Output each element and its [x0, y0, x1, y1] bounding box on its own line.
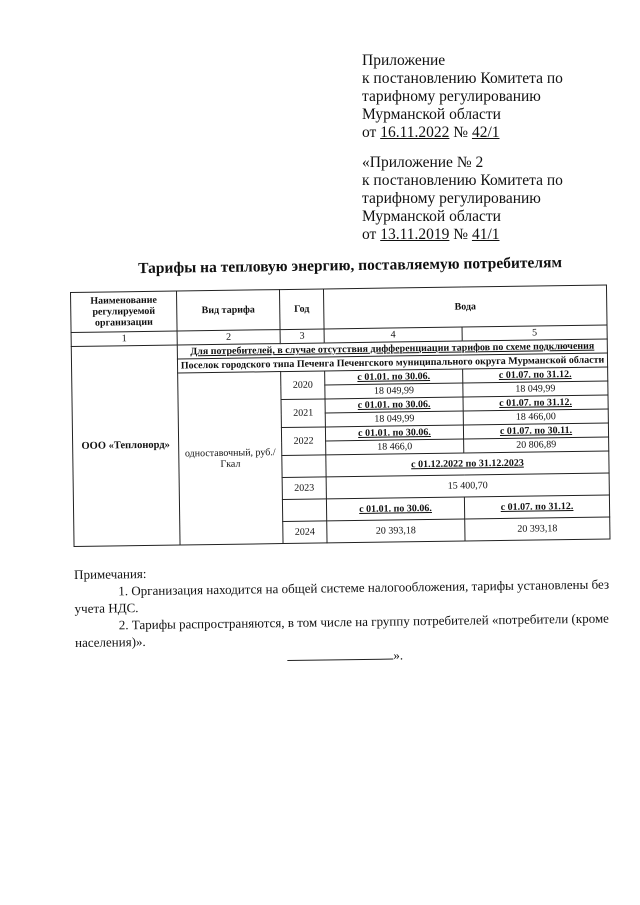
- header-water: Вода: [323, 285, 607, 329]
- period-first-half: с 01.01. по 30.06.: [325, 397, 463, 413]
- header-line: «Приложение № 2: [362, 154, 484, 171]
- col-number: 3: [280, 329, 324, 344]
- period-second-half: с 01.07. по 31.12.: [464, 495, 609, 519]
- decree-number: 42/1: [471, 124, 500, 141]
- year-cell: 2021: [281, 399, 325, 428]
- date-prefix: от: [362, 226, 377, 243]
- period-second-half-2021: с 01.07. по 30.11.: [463, 423, 608, 439]
- header-block-original: [362, 154, 563, 244]
- year-cell: 2020: [281, 371, 325, 400]
- period-first-half: с 01.01. по 30.06.: [325, 369, 463, 385]
- year-cell-empty: [282, 499, 326, 522]
- tariff-table: [70, 285, 611, 547]
- consumers-note: Для потребителей, в случае отсутствия дифференциации тарифов по схеме подключения: [177, 339, 607, 359]
- document-title: Тарифы на тепловую энергию, поставляемую потребителям: [138, 254, 563, 278]
- header-year: Год: [279, 289, 324, 330]
- tariff-value: 18 466,00: [463, 409, 608, 425]
- col-number: 4: [324, 327, 462, 343]
- tariff-value: 20 393,18: [327, 519, 465, 543]
- header-date-line: [362, 226, 563, 244]
- note-item: 2. Тарифы распространяются, в том числе на группу потребителей «потребители (кроме населения)».: [74, 610, 609, 650]
- tariff-value: 15 400,70: [326, 473, 609, 499]
- header-line: Мурманской области: [362, 208, 501, 225]
- period-first-half: с 01.01. по 30.06.: [325, 425, 463, 441]
- tariff-value: 18 049,99: [325, 411, 463, 427]
- organization-name: ООО «Теплонорд»: [71, 345, 180, 546]
- signature-line: [287, 648, 393, 661]
- locality: Поселок городского типа Печенга Печенгского муниципального округа Мурманской области: [177, 353, 607, 373]
- header-line: Мурманской области: [362, 106, 501, 123]
- year-cell: 2023: [282, 477, 326, 500]
- notes-heading: Примечания:: [74, 565, 147, 582]
- header-line: Приложение: [362, 52, 446, 69]
- header-date-line: [362, 124, 563, 142]
- tariff-value: 18 466,0: [326, 439, 464, 455]
- year-cell: 2024: [283, 521, 327, 544]
- year-cell-empty: [282, 455, 326, 478]
- tariff-kind: одноставочный, руб./Гкал: [178, 372, 283, 545]
- period-special: с 01.12.2022 по 31.12.2023: [326, 451, 609, 477]
- closing-quote: ».: [393, 647, 404, 663]
- header-line: тарифному регулированию: [362, 88, 541, 105]
- tariff-value: 20 393,18: [465, 517, 610, 541]
- notes-section: [74, 558, 620, 668]
- tariff-value: 20 806,89: [464, 437, 609, 453]
- header-block-current: [362, 52, 563, 142]
- number-prefix: №: [453, 124, 469, 141]
- period-second-half: с 01.07. по 31.12.: [463, 395, 608, 411]
- year-cell: 2022: [281, 427, 325, 456]
- col-number: 5: [462, 325, 607, 341]
- decree-number: 41/1: [471, 226, 500, 243]
- col-number: 1: [71, 331, 177, 346]
- header-tariff-type: Вид тарифа: [176, 290, 280, 331]
- number-prefix: №: [453, 226, 469, 243]
- period-first-half: с 01.01. по 30.06.: [326, 497, 464, 521]
- tariff-table-wrapper: [70, 285, 610, 547]
- tariff-value: 18 049,99: [325, 383, 463, 399]
- decree-date: 13.11.2019: [380, 226, 450, 243]
- decree-date: 16.11.2022: [380, 124, 450, 141]
- header-org: Наименование регулируемой организации: [71, 291, 178, 332]
- tariff-value: 18 049,99: [463, 381, 608, 397]
- note-item: 1. Организация находится на общей системе налогообложения, тарифы установлены без учета НДС.: [74, 576, 610, 616]
- date-prefix: от: [362, 124, 377, 141]
- period-second-half: с 01.07. по 31.12.: [463, 367, 608, 383]
- header-line: к постановлению Комитета по: [362, 172, 563, 189]
- col-number: 2: [177, 330, 280, 345]
- header-line: к постановлению Комитета по: [362, 70, 563, 87]
- header-line: тарифному регулированию: [362, 190, 541, 207]
